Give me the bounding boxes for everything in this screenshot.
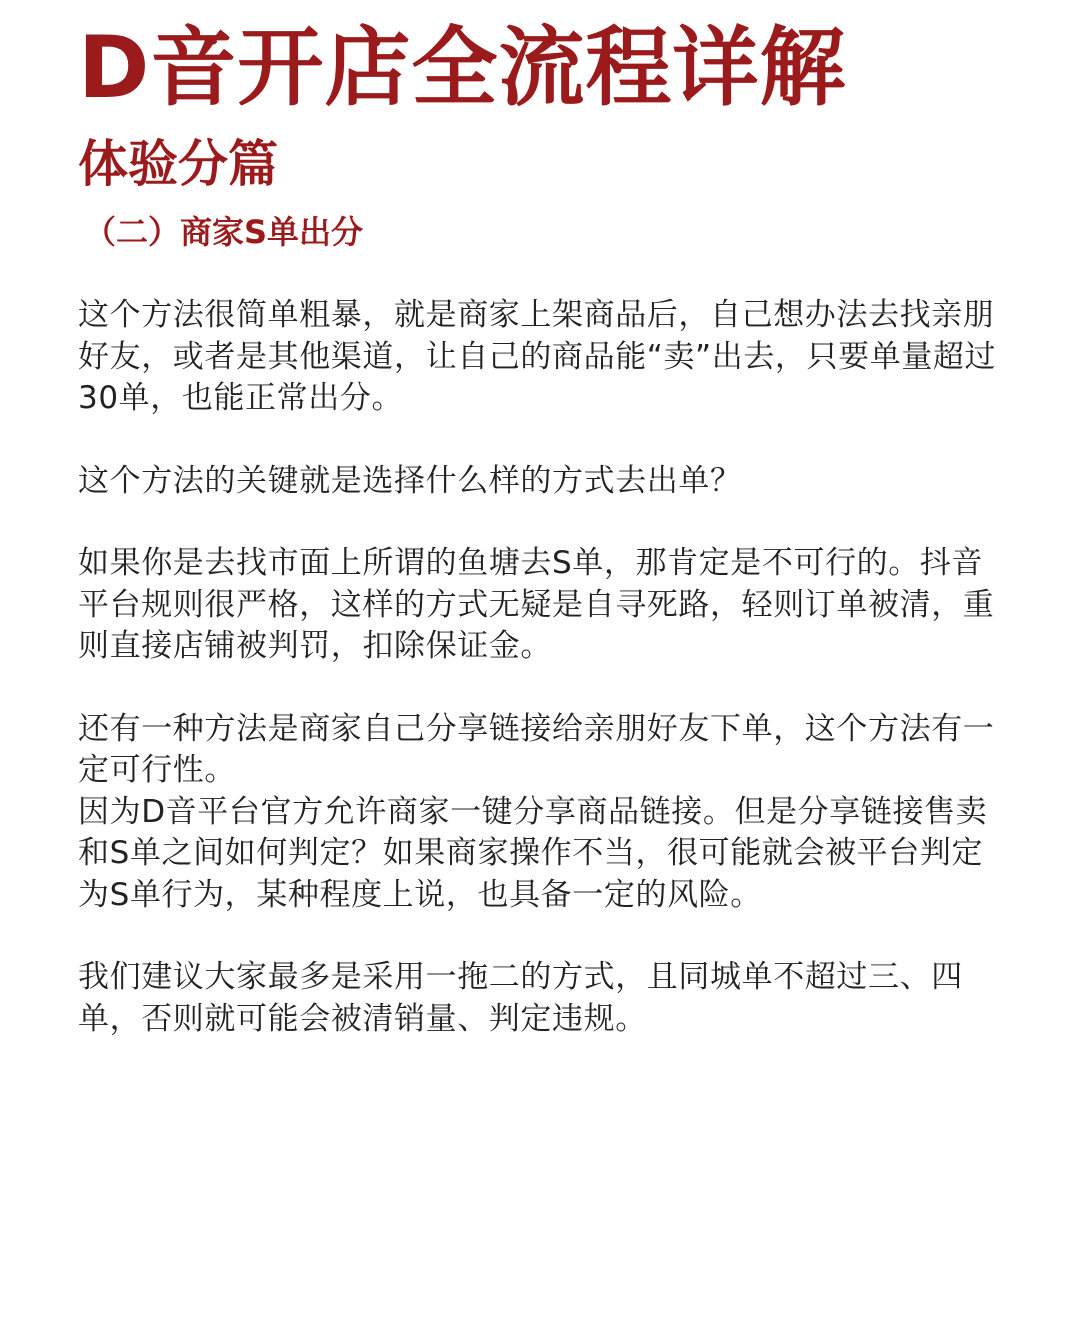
paragraph-3: 如果你是去找市面上所谓的鱼塘去S单，那肯定是不可行的。抖音平台规则很严格，这样的方式无疑是自寻死路，轻则订单被清，重则直接店铺被判罚，扣除保证金。	[78, 545, 995, 664]
section-heading: （二）商家S单出分	[84, 213, 364, 251]
paragraph-1: 这个方法很简单粗暴，就是商家上架商品后，自己想办法去找亲朋好友，或者是其他渠道，让自己的商品能“卖”出去，只要单量超过30单，也能正常出分。	[78, 297, 997, 416]
paragraph-6: 我们建议大家最多是采用一拖二的方式，且同城单不超过三、四单，否则就可能会被清销量、判定违规。	[78, 959, 963, 1037]
paragraph-2: 这个方法的关键就是选择什么样的方式去出单？	[78, 462, 742, 499]
paragraph-4: 还有一种方法是商家自己分享链接给亲朋好友下单，这个方法有一定可行性。	[78, 710, 995, 788]
paragraph-5: 因为D音平台官方允许商家一键分享商品链接。但是分享链接售卖和S单之间如何判定？如果商家操作不当，很可能就会被平台判定为S单行为，某种程度上说，也具备一定的风险。	[78, 793, 988, 913]
page-title: D音开店全流程详解	[78, 18, 847, 118]
page-subtitle: 体验分篇	[78, 135, 278, 193]
article-body	[78, 295, 1008, 1081]
